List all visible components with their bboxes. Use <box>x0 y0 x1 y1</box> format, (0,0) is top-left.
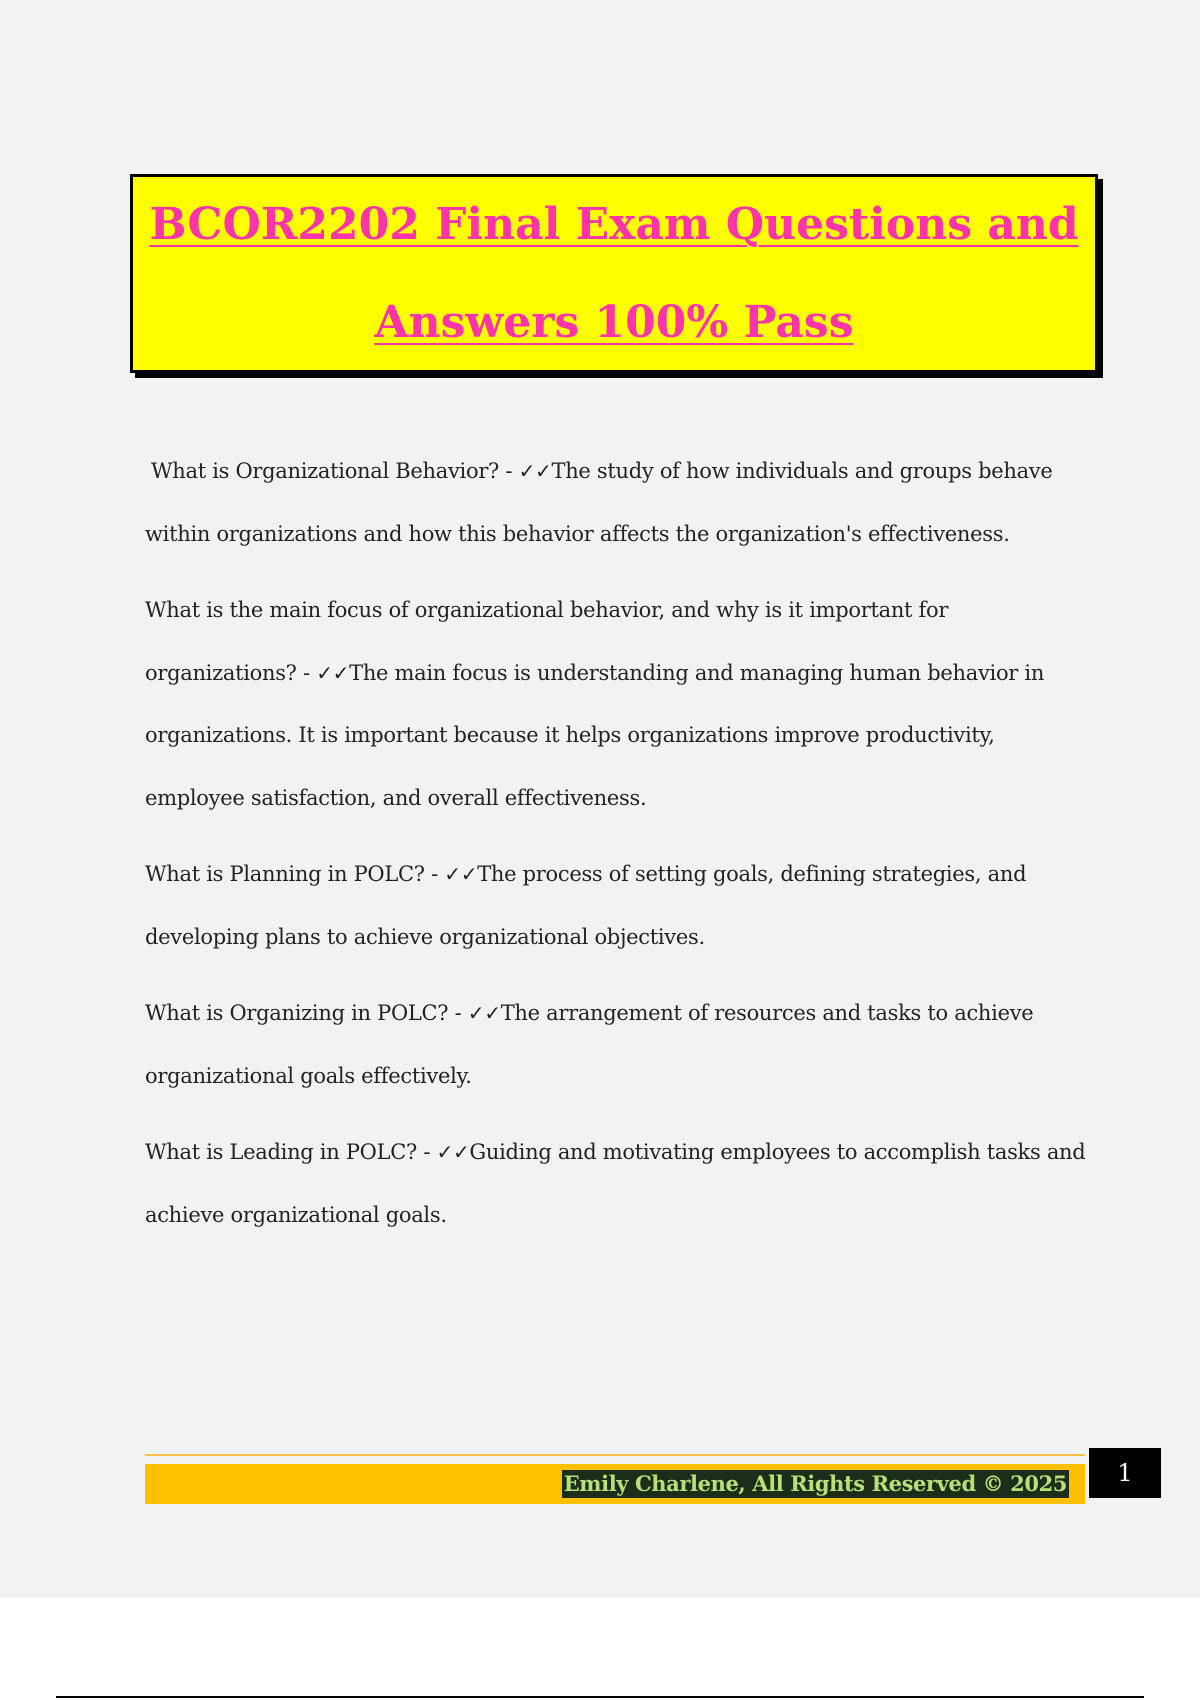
answer-text: The arrangement of resources and tasks to achieve organizational goals effectively. <box>145 1001 1034 1088</box>
answer-text: The study of how individuals and groups behave within organizations and how this behavior affects the organization's effectiveness. <box>145 459 1053 546</box>
question-text: What is Organizational Behavior? - <box>151 459 519 483</box>
answer-text: Guiding and motivating employees to accomplish tasks and achieve organizational goals. <box>145 1140 1086 1227</box>
title-banner <box>130 174 1098 373</box>
page-separator <box>56 1696 1144 1698</box>
copyright-notice: Emily Charlene, All Rights Reserved © 2025 <box>563 1471 1067 1496</box>
double-check-icon: ✓✓ <box>316 660 350 685</box>
double-check-icon: ✓✓ <box>436 1140 470 1164</box>
question-text: What is Organizing in POLC? - <box>145 1001 468 1025</box>
qa-item <box>145 843 1100 968</box>
footer-bar <box>145 1464 1085 1504</box>
double-check-icon: ✓✓ <box>467 1001 501 1025</box>
footer-divider <box>145 1454 1085 1456</box>
document-title-line-1: BCOR2202 Final Exam Questions and <box>149 198 1079 250</box>
qa-item <box>145 982 1100 1107</box>
qa-item <box>145 1121 1100 1246</box>
page-number: 1 <box>1089 1448 1161 1498</box>
qa-item <box>145 440 1100 565</box>
question-text: What is Planning in POLC? - <box>145 862 445 886</box>
qa-list <box>145 440 1100 1260</box>
answer-text: The process of setting goals, defining strategies, and developing plans to achieve organizational objectives. <box>145 862 1027 949</box>
double-check-icon: ✓✓ <box>518 459 552 483</box>
document-title-line-2: Answers 100% Pass <box>374 296 854 348</box>
question-text: What is Leading in POLC? - <box>145 1140 437 1164</box>
double-check-icon: ✓✓ <box>444 862 478 886</box>
qa-item <box>145 579 1100 829</box>
question-text: What is the main focus of organizational behavior, and why is it important for organizations? - <box>145 598 949 685</box>
answer-text: The main focus is understanding and managing human behavior in organizations. It is important because it helps organizations improve productivity, employee satisfaction, and overall effectiveness. <box>145 660 1045 810</box>
